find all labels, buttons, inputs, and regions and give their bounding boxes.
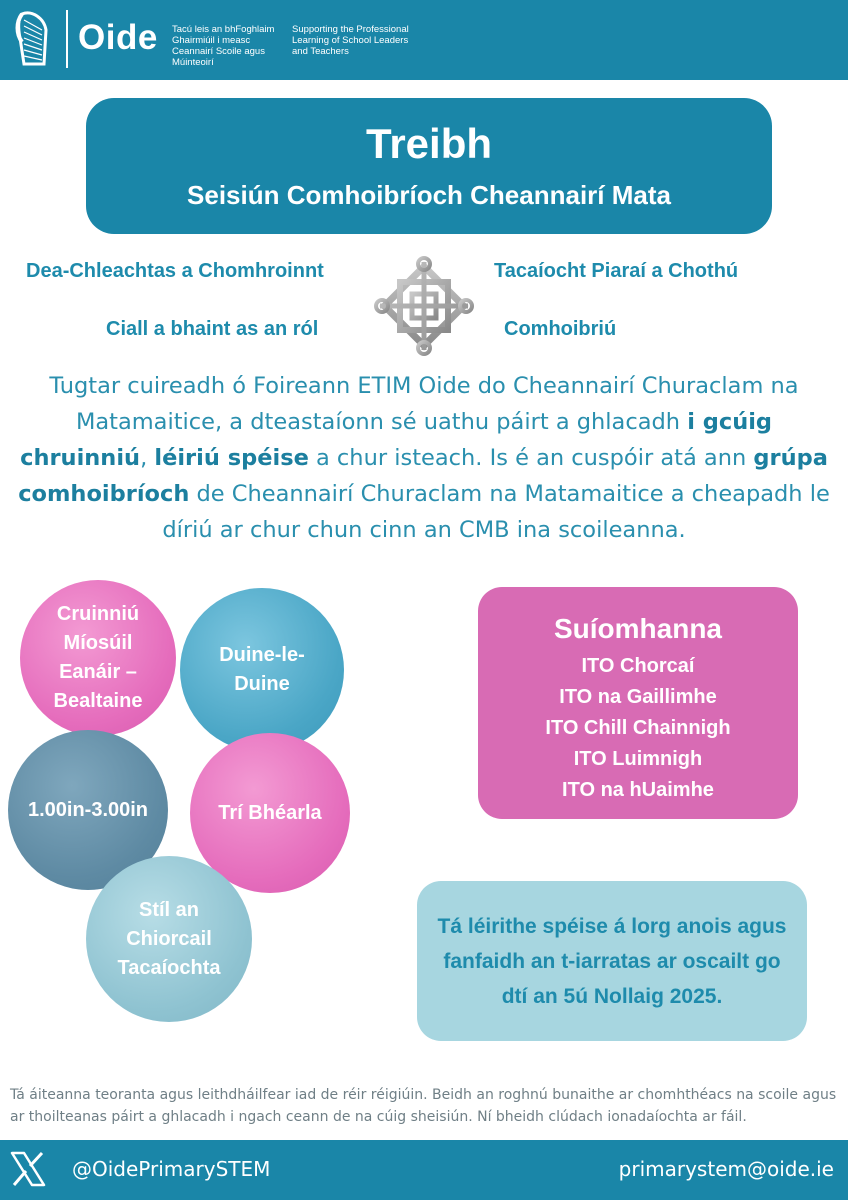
circle-monthly-meeting: Cruinniú Míosúil Eanáir – Bealtaine (20, 580, 176, 736)
list-item: ITO Luimnigh (573, 748, 703, 770)
harp-icon (14, 8, 54, 70)
list-item: ITO Chill Chainnigh (545, 717, 731, 739)
circle-time: 1.00in-3.00in (8, 730, 168, 890)
circle-support-style: Stíl an Chiorcail Tacaíochta (86, 856, 252, 1022)
pillar-role-meaning: Ciall a bhaint as an ról (106, 318, 319, 340)
circle-in-person: Duine-le-Duine (180, 588, 344, 752)
intro-paragraph: Tugtar cuireadh ó Foireann ETIM Oide do Cheannairí Churaclam na Matamaitice, a dteastaíonn sé uathu páirt a ghlacadh i gcúig chruinniú, léiriú spéise a chur isteach. Is é an cuspóir atá ann grúpa comhoibríoch de Cheannairí Churaclam na Matamaitice a cheapadh le díriú ar chur chun cinn an CMB ina scoileanna. (18, 373, 830, 543)
email-link[interactable]: primarystem@oide.ie (618, 1157, 834, 1181)
list-item: ITO na Gaillimhe (559, 686, 717, 708)
page-title: Treibh (365, 120, 493, 167)
highlight-expression-of-interest: léiriú spéise (154, 445, 309, 471)
list-item: ITO Chorcaí (581, 655, 695, 677)
deadline-notice: Tá léirithe spéise á lorg anois agus fanfaidh an t-iarratas ar oscailt go dtí an 5ú Nollaig 2025. (417, 881, 807, 1041)
footnote: Tá áiteanna teoranta agus leithdháilfear iad de réir réigiúin. Beidh an roghnú bunaithe ar chomhthéacs na scoile agus ar thoilteanas páirt a ghlacadh i ngach ceann de na cúig sheisiún. Ní bheidh clúdach ionadaíochta ar fáil. (10, 1087, 837, 1125)
tagline-irish: Tacú leis an bhFoghlaim Ghairmiúil i measc Ceannairí Scoile agus Múinteoirí (172, 24, 275, 68)
x-logo-icon[interactable] (8, 1149, 48, 1189)
highlight-five-meetings: i gcúig chruinniú (20, 409, 773, 471)
social-handle-link[interactable]: @OidePrimarySTEM (72, 1157, 271, 1181)
highlight-collaborative-group: grúpa comhoibríoch (18, 445, 828, 507)
page-footer (0, 1140, 848, 1200)
page-subtitle: Seisiún Comhoibríoch Cheannairí Mata (187, 180, 671, 210)
title-banner (86, 98, 772, 234)
pillar-collaboration: Comhoibriú (504, 318, 617, 340)
circle-language: Trí Bhéarla (190, 733, 350, 893)
locations-box (478, 587, 798, 819)
locations-list (478, 651, 798, 806)
celtic-knot-icon (374, 256, 474, 356)
page-header (0, 0, 848, 80)
oide-logo: Oide (78, 18, 158, 57)
pillar-peer-support: Tacaíocht Piaraí a Chothú (494, 260, 739, 282)
tagline-english: Supporting the Professional Learning of School Leaders and Teachers (292, 24, 409, 57)
list-item: ITO na hUaimhe (562, 779, 714, 801)
pillar-sharing-practice: Dea-Chleachtas a Chomhroinnt (26, 260, 324, 282)
logo-divider (66, 10, 68, 68)
locations-title: Suíomhanna (553, 613, 722, 644)
